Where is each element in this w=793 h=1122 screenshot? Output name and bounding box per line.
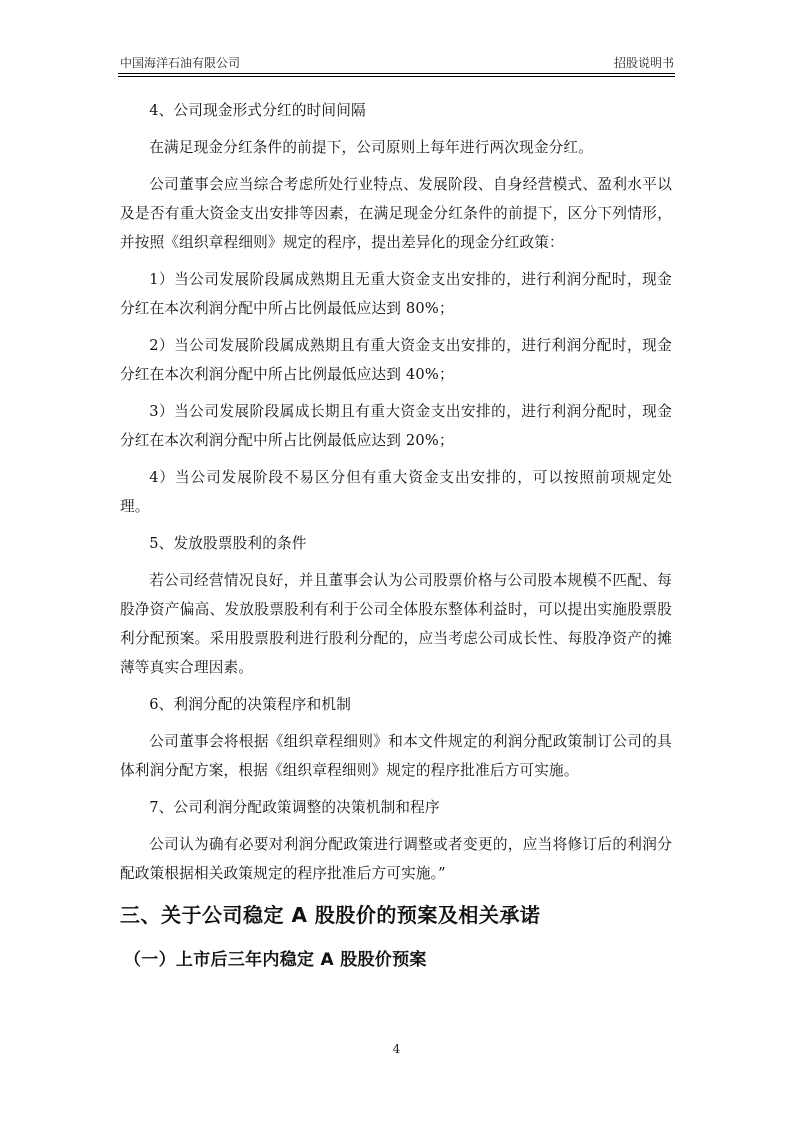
list-item-2: 2）当公司发展阶段属成熟期且有重大资金支出安排的，进行利润分配时，现金分红在本次利润分配中所占比例最低应达到 40%；: [120, 337, 672, 383]
section-heading: 三、关于公司稳定 A 股股价的预案及相关承诺: [120, 903, 541, 927]
body-paragraph: 若公司经营情况良好，并且董事会认为公司股票价格与公司股本规模不匹配、每股净资产偏高、发放股票股利有利于公司全体股东整体利益时，可以提出实施股票股利分配预案。采用股票股利进行股利分配的，应当考虑公司成长性、每股净资产的摊薄等真实合理因素。: [120, 572, 672, 676]
list-item-4: 4）当公司发展阶段不易区分但有重大资金支出安排的，可以按照前项规定处理。: [120, 469, 672, 515]
item-heading-6: 6、利润分配的决策程序和机制: [149, 696, 351, 713]
item-heading-5: 5、发放股票股利的条件: [149, 535, 307, 552]
subsection-heading: （一）上市后三年内稳定 A 股股价预案: [124, 950, 427, 970]
body-paragraph: 公司认为确有必要对利润分配政策进行调整或者变更的，应当将修订后的利润分配政策根据相关政策规定的程序批准后方可实施。”: [120, 836, 672, 882]
page-body: [120, 96, 672, 974]
item-heading-7: 7、公司利润分配政策调整的决策机制和程序: [149, 799, 440, 816]
list-item-3: 3）当公司发展阶段属成长期且有重大资金支出安排的，进行利润分配时，现金分红在本次利润分配中所占比例最低应达到 20%；: [120, 403, 672, 449]
header-rule-thin: [118, 76, 675, 77]
list-item-1: 1）当公司发展阶段属成熟期且无重大资金支出安排的，进行利润分配时，现金分红在本次利润分配中所占比例最低应达到 80%；: [120, 271, 672, 317]
item-heading-4: 4、公司现金形式分红的时间间隔: [149, 102, 366, 119]
page-number: 4: [392, 1042, 401, 1056]
header-document-type: 招股说明书: [613, 56, 674, 70]
header-rule: [118, 73, 675, 74]
body-paragraph: 公司董事会将根据《组织章程细则》和本文件规定的利润分配政策制订公司的具体利润分配方案，根据《组织章程细则》规定的程序批准后方可实施。: [120, 733, 672, 779]
header-company-name: 中国海洋石油有限公司: [120, 56, 241, 70]
body-paragraph: 公司董事会应当综合考虑所处行业特点、发展阶段、自身经营模式、盈利水平以及是否有重大资金支出安排等因素，在满足现金分红条件的前提下，区分下列情形，并按照《组织章程细则》规定的程序，提出差异化的现金分红政策：: [120, 176, 672, 251]
body-paragraph: 在满足现金分红条件的前提下，公司原则上每年进行两次现金分红。: [149, 139, 594, 156]
